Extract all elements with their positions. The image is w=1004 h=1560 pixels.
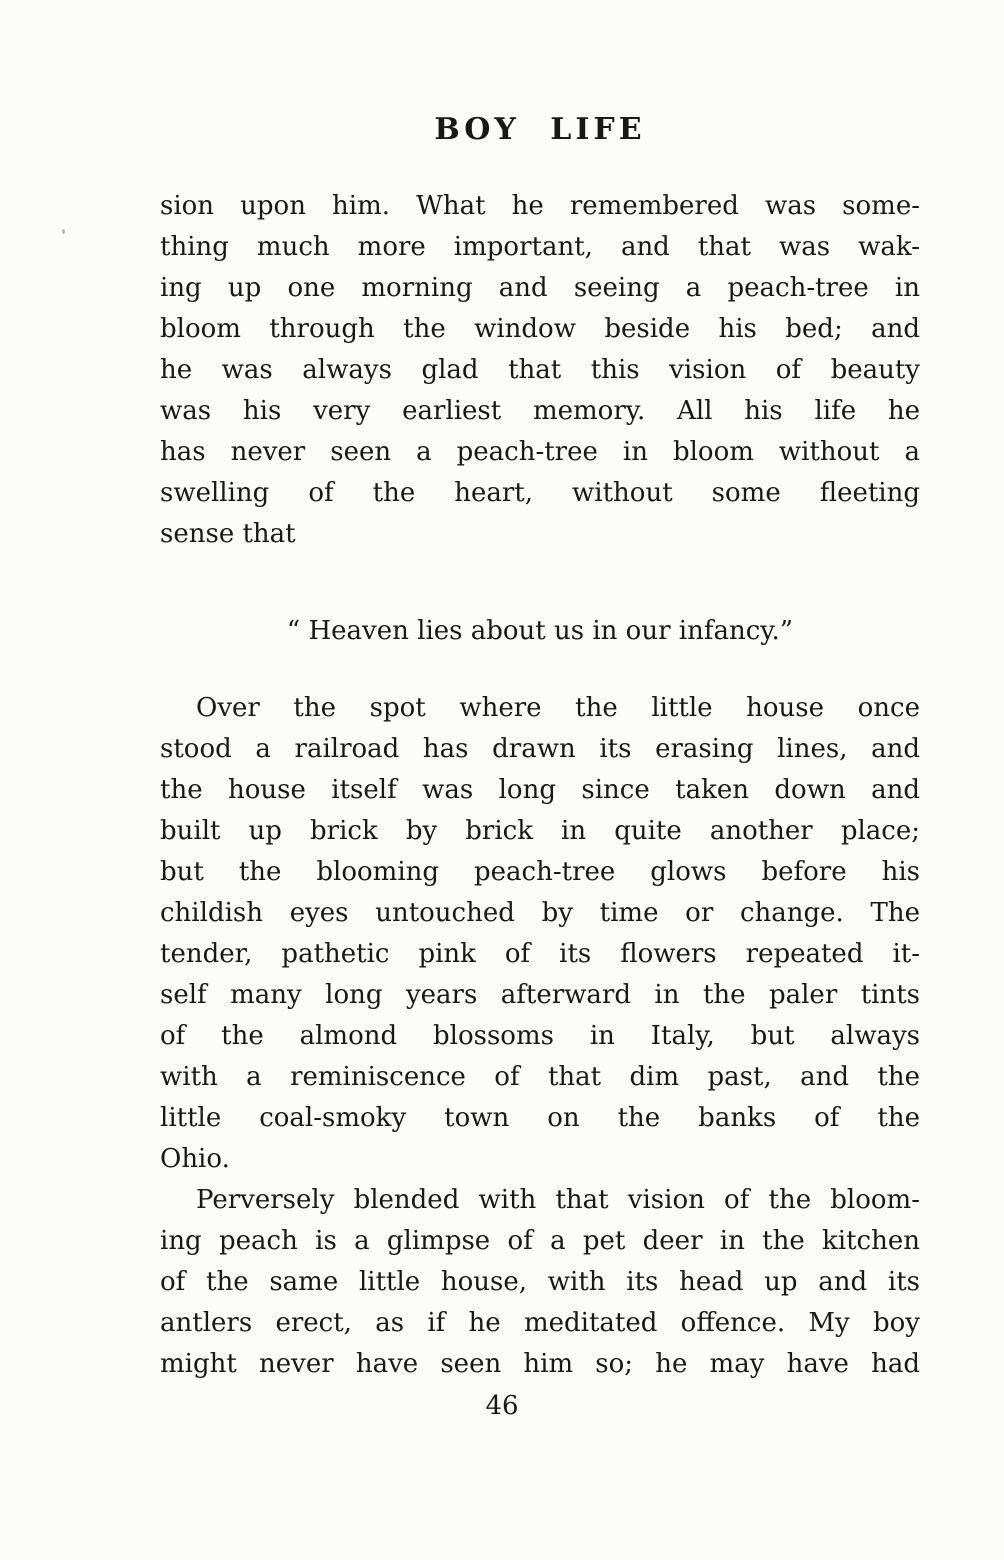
page-number: 46 bbox=[485, 1391, 519, 1421]
paragraph-2 bbox=[160, 688, 920, 1180]
text-line: was his very earliest memory. All his life he bbox=[160, 396, 920, 426]
paragraph-3 bbox=[160, 1180, 920, 1385]
text-line: ing up one morning and seeing a peach-tree in bbox=[160, 273, 920, 303]
text-line: ing peach is a glimpse of a pet deer in the kitchen bbox=[160, 1226, 920, 1256]
text-line: of the almond blossoms in Italy, but always bbox=[160, 1021, 920, 1051]
text-line: the house itself was long since taken down and bbox=[160, 775, 920, 805]
text-line: childish eyes untouched by time or change. The bbox=[160, 898, 920, 928]
text-line: self many long years afterward in the paler tints bbox=[160, 980, 920, 1010]
running-head: BOY LIFE bbox=[434, 112, 646, 147]
text-line: but the blooming peach-tree glows before his bbox=[160, 857, 920, 887]
text-line: thing much more important, and that was wak- bbox=[160, 232, 920, 262]
text-line: with a reminiscence of that dim past, and the bbox=[160, 1062, 920, 1092]
text-line: little coal-smoky town on the banks of the bbox=[160, 1103, 920, 1133]
text-line: of the same little house, with its head up and its bbox=[160, 1267, 920, 1297]
text-line: Perversely blended with that vision of the bloom- bbox=[196, 1185, 920, 1215]
text-line: sion upon him. What he remembered was some- bbox=[160, 191, 920, 221]
text-line: stood a railroad has drawn its erasing lines, and bbox=[160, 734, 920, 764]
scan-artifact bbox=[62, 229, 65, 234]
text-line: he was always glad that this vision of beauty bbox=[160, 355, 920, 385]
text-line: has never seen a peach-tree in bloom without a bbox=[160, 437, 920, 467]
text-line: sense that bbox=[160, 519, 296, 549]
text-line: Over the spot where the little house once bbox=[196, 693, 920, 723]
paragraph-1 bbox=[160, 186, 920, 555]
text-line: swelling of the heart, without some fleeting bbox=[160, 478, 920, 508]
text-line: bloom through the window beside his bed; and bbox=[160, 314, 920, 344]
text-line: Ohio. bbox=[160, 1144, 230, 1174]
text-line: antlers erect, as if he meditated offence. My boy bbox=[160, 1308, 920, 1338]
text-line: might never have seen him so; he may have had bbox=[160, 1349, 920, 1379]
verse-quote: “ Heaven lies about us in our infancy.” bbox=[286, 616, 794, 646]
text-line: tender, pathetic pink of its flowers repeated it- bbox=[160, 939, 920, 969]
text-line: built up brick by brick in quite another place; bbox=[160, 816, 920, 846]
